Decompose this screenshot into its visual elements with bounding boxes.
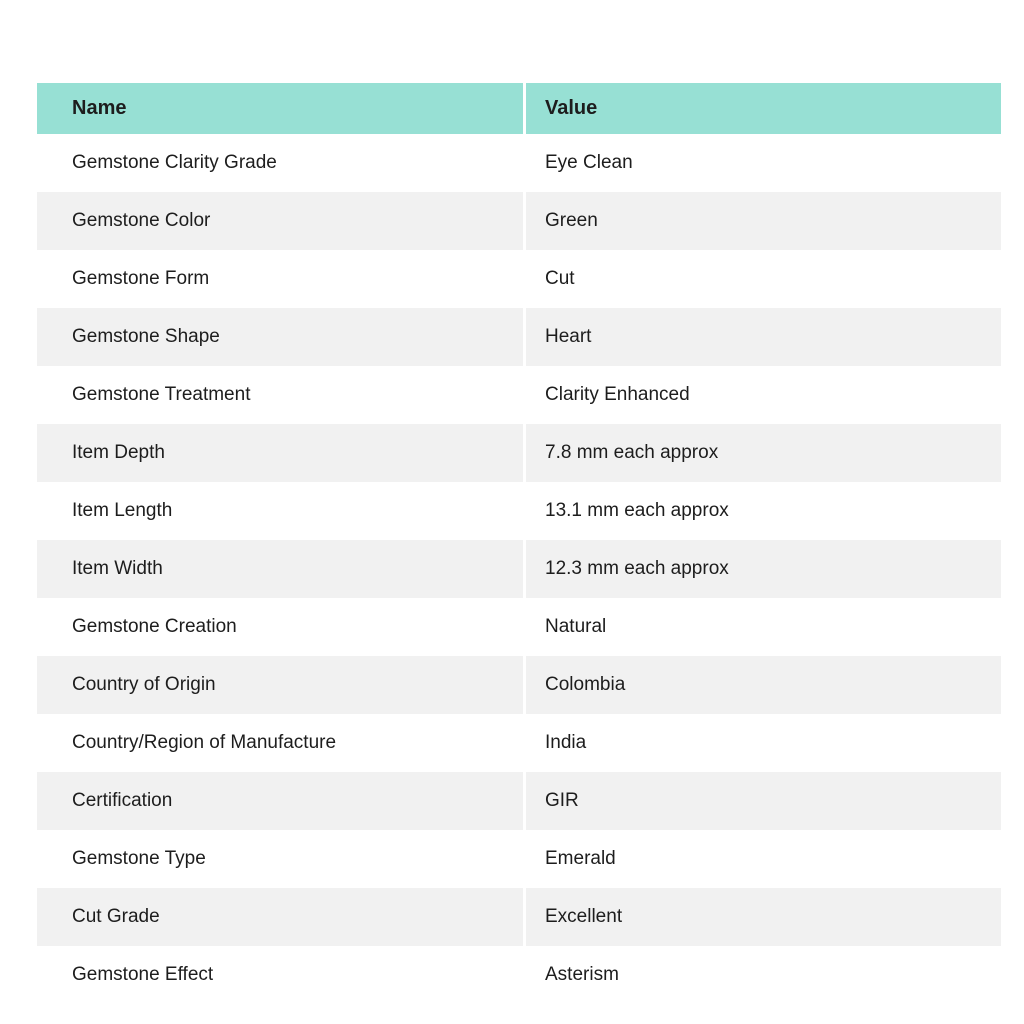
table-row xyxy=(37,714,1001,772)
spec-value-cell: Emerald xyxy=(526,830,1001,888)
table-row xyxy=(37,192,1001,250)
spec-name-cell: Gemstone Form xyxy=(37,250,526,308)
column-header-value: Value xyxy=(526,83,1001,134)
spec-name-cell: Country of Origin xyxy=(37,656,526,714)
spec-name-cell: Item Width xyxy=(37,540,526,598)
table-row xyxy=(37,830,1001,888)
spec-name-cell: Cut Grade xyxy=(37,888,526,946)
spec-value-cell: 7.8 mm each approx xyxy=(526,424,1001,482)
table-header-row xyxy=(37,83,1001,134)
table-row xyxy=(37,772,1001,830)
spec-value-cell: Asterism xyxy=(526,946,1001,1004)
table-row xyxy=(37,598,1001,656)
spec-name-cell: Country/Region of Manufacture xyxy=(37,714,526,772)
spec-value-cell: GIR xyxy=(526,772,1001,830)
table-row xyxy=(37,250,1001,308)
specs-table xyxy=(37,83,1001,1004)
spec-name-cell: Gemstone Type xyxy=(37,830,526,888)
spec-name-cell: Gemstone Creation xyxy=(37,598,526,656)
spec-value-cell: Clarity Enhanced xyxy=(526,366,1001,424)
spec-value-cell: Colombia xyxy=(526,656,1001,714)
table-row xyxy=(37,308,1001,366)
table-row xyxy=(37,946,1001,1004)
spec-name-cell: Gemstone Clarity Grade xyxy=(37,134,526,192)
column-header-name: Name xyxy=(37,83,526,134)
table-row xyxy=(37,134,1001,192)
spec-value-cell: Eye Clean xyxy=(526,134,1001,192)
spec-name-cell: Gemstone Treatment xyxy=(37,366,526,424)
spec-value-cell: Cut xyxy=(526,250,1001,308)
spec-value-cell: Heart xyxy=(526,308,1001,366)
spec-value-cell: Green xyxy=(526,192,1001,250)
table-row xyxy=(37,540,1001,598)
spec-value-cell: 13.1 mm each approx xyxy=(526,482,1001,540)
table-row xyxy=(37,482,1001,540)
spec-value-cell: Excellent xyxy=(526,888,1001,946)
table-row xyxy=(37,656,1001,714)
spec-value-cell: 12.3 mm each approx xyxy=(526,540,1001,598)
spec-name-cell: Item Length xyxy=(37,482,526,540)
spec-name-cell: Gemstone Color xyxy=(37,192,526,250)
gemstone-specs-table xyxy=(37,83,1001,1004)
spec-name-cell: Certification xyxy=(37,772,526,830)
spec-name-cell: Item Depth xyxy=(37,424,526,482)
table-row xyxy=(37,424,1001,482)
spec-name-cell: Gemstone Effect xyxy=(37,946,526,1004)
spec-value-cell: Natural xyxy=(526,598,1001,656)
spec-value-cell: India xyxy=(526,714,1001,772)
table-row xyxy=(37,888,1001,946)
table-row xyxy=(37,366,1001,424)
spec-name-cell: Gemstone Shape xyxy=(37,308,526,366)
